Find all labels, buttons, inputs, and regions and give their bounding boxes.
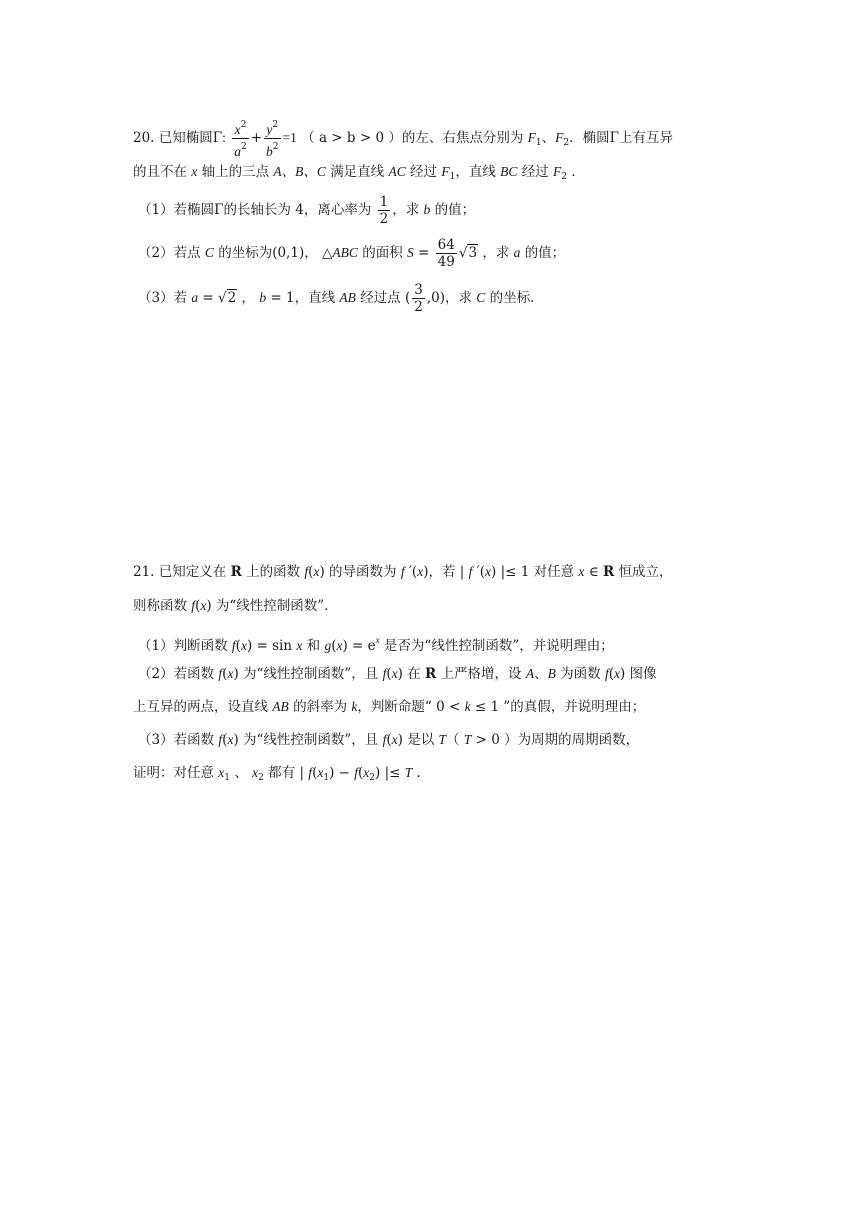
q21-number: 21. [133,564,155,580]
point-fraction: $\frac{3}{2}$ [414,282,423,315]
q20-line-1: 20. 已知椭圆Γ: $\frac{x^2}{a^2}$ + $\frac{y^2}{b^2}$ =1 （ a > b > 0 ）的左、右焦点分别为 $F_1$、$F_2$．椭圆Γ上有互异 [133,117,673,163]
q21-part-3: （3）若函数 f(x) 为“线性控制函数”，且 f(x) 是以 T（ T > 0 ）为周期的周期函数， [138,732,640,748]
q21-part-3-line-2: 证明：对任意 $x_1$ 、 $x_2$ 都有 | $f(x_1) - f(x_2)$ |≤ T . [133,765,421,783]
area-fraction: $\frac{64}{49}$ [437,237,455,270]
eccentricity-fraction: $\frac{1}{2}$ [379,194,389,227]
q20-number: 20. [133,130,155,146]
ellipse-fraction-y: $\frac{y^2}{b^2}$ [264,117,280,160]
q20-line-2: 的且不在 x 轴上的三点 A、B、C 满足直线 AC 经过 $F_1$，直线 BC 经过 $F_2$ . [133,164,576,182]
ellipse-fraction-x: $\frac{x^2}{a^2}$ [232,117,248,160]
q21-part-2-line-2: 上互异的两点，设直线 AB 的斜率为 k，判断命题“ 0 < k ≤ 1 ”的真假，并说明理由； [133,699,646,715]
q21-line-2: 则称函数 f(x) 为“线性控制函数”． [133,598,338,614]
q21-part-2: （2）若函数 f(x) 为“线性控制函数”，且 f(x) 在 R 上严格增，设 A、B 为函数 f(x) 图像 [138,666,657,682]
q20-part-3: （3）若 a = √2 ， b = 1，直线 AB 经过点 ( $\frac{3}{2}$ ,0)，求 C 的坐标. [138,282,535,315]
ellipse-condition: （ a > b > 0 ） [301,130,402,146]
q20-part-2: （2）若点 C 的坐标为(0,1)， △ABC 的面积 S = $\frac{64}{49}$ √3 ，求 a 的值； [138,237,566,270]
q21-part-1: （1）判断函数 f(x) = sin x 和 $g(x) = e^x$ 是否为“线性控制函数”，并说明理由； [138,635,614,654]
q21-line-1: 21. 已知定义在 R 上的函数 f(x) 的导函数为 f ′(x)，若 | f ′(x) |≤ 1 对任意 x ∈ R 恒成立， [133,564,673,580]
q20-part-1: （1）若椭圆Γ的长轴长为 4，离心率为 $\frac{1}{2}$ ，求 b 的值； [138,194,476,227]
